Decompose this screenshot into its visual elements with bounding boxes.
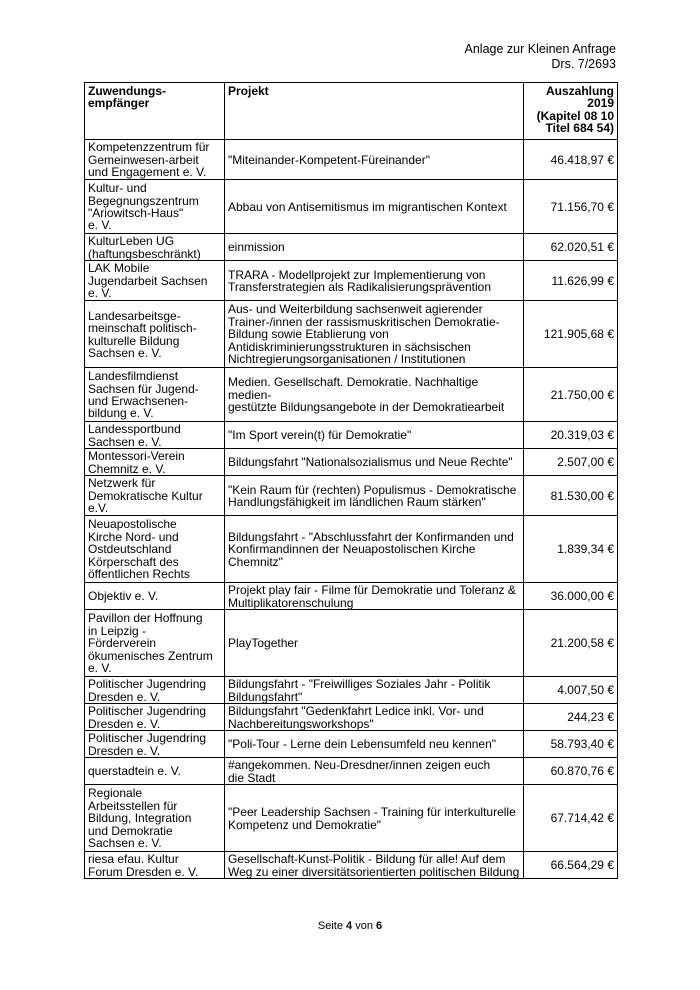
amount-cell: 1.839,34 € xyxy=(524,516,618,583)
project-cell: Projekt play fair - Filme für Demokratie und Toleranz & Multiplikatorenschulung xyxy=(225,583,524,610)
recipient-cell: KulturLeben UG (haftungsbeschränkt) xyxy=(85,234,225,261)
page-footer xyxy=(0,920,700,932)
recipient-cell: Landesfilmdienst Sachsen für Jugend- und Erwachsenen- bildung e. V. xyxy=(85,368,225,422)
recipient-cell: Neuapostolische Kirche Nord- und Ostdeutschland Körperschaft des öffentlichen Rechts xyxy=(85,516,225,583)
amount-cell: 58.793,40 € xyxy=(524,731,618,758)
recipient-cell: Kultur- und Begegnungszentrum "Ariowitsch-Haus" e. V. xyxy=(85,180,225,234)
recipient-cell: Objektiv e. V. xyxy=(85,583,225,610)
table-row xyxy=(85,368,618,422)
project-cell: "Kein Raum für (rechten) Populismus - Demokratische Handlungsfähigkeit im ländlichen Raum stärken" xyxy=(225,476,524,516)
project-cell: Bildungsfahrt "Gedenkfahrt Ledice inkl. Vor- und Nachbereitungsworkshops" xyxy=(225,704,524,731)
amount-cell: 121.905,68 € xyxy=(524,301,618,368)
page-label: Seite xyxy=(317,920,347,932)
amount-cell: 67.714,42 € xyxy=(524,785,618,852)
project-cell: "Im Sport verein(t) für Demokratie" xyxy=(225,422,524,449)
project-cell: #angekommen. Neu-Dresdner/innen zeigen euch die Stadt xyxy=(225,758,524,785)
amount-cell: 66.564,29 € xyxy=(524,852,618,879)
column-header-recipient: Zuwendungs- empfänger xyxy=(85,83,225,140)
recipient-cell: Landesarbeitsge- meinschaft politisch- kulturelle Bildung Sachsen e. V. xyxy=(85,301,225,368)
funding-table xyxy=(84,82,618,879)
document-header xyxy=(465,42,617,72)
recipient-cell: Landessportbund Sachsen e. V. xyxy=(85,422,225,449)
recipient-cell: Regionale Arbeitsstellen für Bildung, Integration und Demokratie Sachsen e. V. xyxy=(85,785,225,852)
amount-cell: 21.200,58 € xyxy=(524,610,618,677)
recipient-cell: Montessori-Verein Chemnitz e. V. xyxy=(85,449,225,476)
amount-cell: 244,23 € xyxy=(524,704,618,731)
table-row xyxy=(85,301,618,368)
recipient-cell: LAK Mobile Jugendarbeit Sachsen e. V. xyxy=(85,261,225,301)
recipient-cell: Pavillon der Hoffnung in Leipzig - Förderverein ökumenisches Zentrum e. V. xyxy=(85,610,225,677)
table-row xyxy=(85,731,618,758)
table-row xyxy=(85,758,618,785)
header-reference: Anlage zur Kleinen Anfrage xyxy=(464,42,616,56)
table-row xyxy=(85,180,618,234)
recipient-cell: Kompetenzzentrum für Gemeinwesen-arbeit und Engagement e. V. xyxy=(85,140,225,180)
table-row xyxy=(85,785,618,852)
recipient-cell: Politischer Jugendring Dresden e. V. xyxy=(85,704,225,731)
table-row xyxy=(85,234,618,261)
table-row xyxy=(85,140,618,180)
project-cell: Bildungsfahrt - "Abschlussfahrt der Konfirmanden und Konfirmandinnen der Neuapostolischen Kirche Chemnitz" xyxy=(225,516,524,583)
project-cell: "Miteinander-Kompetent-Füreinander" xyxy=(225,140,524,180)
amount-cell: 36.000,00 € xyxy=(524,583,618,610)
project-cell: Abbau von Antisemitismus im migrantischen Kontext xyxy=(225,180,524,234)
recipient-cell: querstadtein e. V. xyxy=(85,758,225,785)
table-row xyxy=(85,422,618,449)
amount-cell: 46.418,97 € xyxy=(524,140,618,180)
table-row xyxy=(85,449,618,476)
table-row xyxy=(85,852,618,879)
column-header-amount: Auszahlung 2019 (Kapitel 08 10 Titel 684 54) xyxy=(524,83,618,140)
total-page-count: 6 xyxy=(376,920,383,932)
project-cell: Gesellschaft-Kunst-Politik - Bildung für alle! Auf dem Weg zu einer diversitätsorientierten politischen Bildung xyxy=(225,852,524,879)
project-cell: einmission xyxy=(225,234,524,261)
project-cell: "Poli-Tour - Lerne dein Lebensumfeld neu kennen" xyxy=(225,731,524,758)
amount-cell: 62.020,51 € xyxy=(524,234,618,261)
recipient-cell: Politischer Jugendring Dresden e. V. xyxy=(85,677,225,704)
amount-cell: 81.530,00 € xyxy=(524,476,618,516)
amount-cell: 11.626,99 € xyxy=(524,261,618,301)
amount-cell: 20.319,03 € xyxy=(524,422,618,449)
recipient-cell: Netzwerk für Demokratische Kultur e.V. xyxy=(85,476,225,516)
page-of-label: von xyxy=(352,920,376,932)
recipient-cell: riesa efau. Kultur Forum Dresden e. V. xyxy=(85,852,225,879)
project-cell: TRARA - Modellprojekt zur Implementierung von Transferstrategien als Radikalisierungsprävention xyxy=(225,261,524,301)
project-cell: Medien. Gesellschaft. Demokratie. Nachhaltige medien- gestützte Bildungsangebote in der Demokratiearbeit xyxy=(225,368,524,422)
table-header-row xyxy=(85,83,618,140)
column-header-project: Projekt xyxy=(225,83,524,140)
header-drucksache: Drs. 7/2693 xyxy=(551,57,616,71)
table-row xyxy=(85,261,618,301)
project-cell: PlayTogether xyxy=(225,610,524,677)
table-row xyxy=(85,704,618,731)
table-row xyxy=(85,610,618,677)
amount-cell: 2.507,00 € xyxy=(524,449,618,476)
amount-cell: 4.007,50 € xyxy=(524,677,618,704)
current-page-number: 4 xyxy=(346,920,353,932)
table-row xyxy=(85,476,618,516)
project-cell: Aus- und Weiterbildung sachsenweit agierender Trainer-/innen der rassismuskritischen Demokratie- Bildung sowie Etablierung von Antidiskriminierungsstrukturen in sächsischen Nichtregierungsorganisationen / Institutionen xyxy=(225,301,524,368)
table-row xyxy=(85,516,618,583)
table-row xyxy=(85,583,618,610)
recipient-cell: Politischer Jugendring Dresden e. V. xyxy=(85,731,225,758)
amount-cell: 21.750,00 € xyxy=(524,368,618,422)
project-cell: Bildungsfahrt - "Freiwilliges Soziales Jahr - Politik Bildungsfahrt" xyxy=(225,677,524,704)
project-cell: "Peer Leadership Sachsen - Training für interkulturelle Kompetenz und Demokratie" xyxy=(225,785,524,852)
amount-cell: 60.870,76 € xyxy=(524,758,618,785)
table-row xyxy=(85,677,618,704)
project-cell: Bildungsfahrt "Nationalsozialismus und Neue Rechte" xyxy=(225,449,524,476)
amount-cell: 71.156,70 € xyxy=(524,180,618,234)
